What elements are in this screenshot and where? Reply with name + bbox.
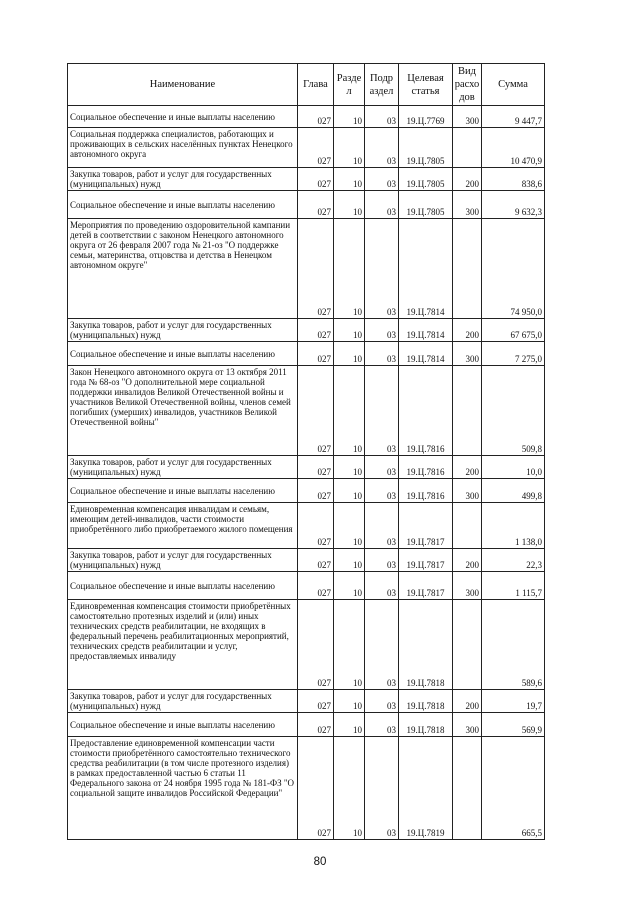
- cell-target: 19.Ц.7805: [399, 128, 453, 168]
- cell-sum: 67 675,0: [482, 319, 545, 342]
- cell-section: 10: [334, 690, 365, 713]
- table-row: [68, 456, 545, 479]
- cell-type: [453, 128, 482, 168]
- cell-chapter: 027: [298, 572, 334, 600]
- table-row: [68, 690, 545, 713]
- table-header-row: [68, 64, 545, 106]
- table-row: [68, 219, 545, 319]
- cell-chapter: 027: [298, 549, 334, 572]
- cell-chapter: 027: [298, 128, 334, 168]
- cell-type: 200: [453, 549, 482, 572]
- cell-target: 19.Ц.7769: [399, 106, 453, 128]
- cell-name: Социальное обеспечение и иные выплаты населению: [68, 713, 298, 737]
- table-row: [68, 128, 545, 168]
- cell-type: [453, 366, 482, 456]
- cell-target: 19.Ц.7816: [399, 456, 453, 479]
- cell-name: Социальное обеспечение и иные выплаты населению: [68, 342, 298, 366]
- cell-sum: 22,3: [482, 549, 545, 572]
- cell-chapter: 027: [298, 456, 334, 479]
- cell-sum: 1 138,0: [482, 503, 545, 549]
- cell-subsection: 03: [365, 342, 399, 366]
- table-row: [68, 106, 545, 128]
- cell-sum: 589,6: [482, 600, 545, 690]
- cell-name: Единовременная компенсация инвалидам и семьям, имеющим детей-инвалидов, части стоимости приобретённого либо приобретаемого жилого помещения: [68, 503, 298, 549]
- cell-chapter: 027: [298, 319, 334, 342]
- cell-name: Социальное обеспечение и иные выплаты населению: [68, 572, 298, 600]
- cell-target: 19.Ц.7817: [399, 549, 453, 572]
- cell-chapter: 027: [298, 737, 334, 840]
- cell-target: 19.Ц.7817: [399, 572, 453, 600]
- cell-target: 19.Ц.7816: [399, 479, 453, 503]
- cell-section: 10: [334, 549, 365, 572]
- table-row: [68, 600, 545, 690]
- cell-name: Закупка товаров, работ и услуг для государственных (муниципальных) нужд: [68, 549, 298, 572]
- table-row: [68, 737, 545, 840]
- column-header-name: Наименование: [68, 64, 298, 106]
- cell-subsection: 03: [365, 168, 399, 191]
- cell-chapter: 027: [298, 690, 334, 713]
- table-row: [68, 503, 545, 549]
- cell-section: 10: [334, 128, 365, 168]
- cell-section: 10: [334, 168, 365, 191]
- column-header-expense-type: Вид расхо дов: [453, 64, 482, 106]
- cell-section: 10: [334, 342, 365, 366]
- table-row: [68, 572, 545, 600]
- cell-chapter: 027: [298, 106, 334, 128]
- cell-subsection: 03: [365, 219, 399, 319]
- cell-target: 19.Ц.7814: [399, 342, 453, 366]
- cell-type: 300: [453, 479, 482, 503]
- cell-type: 300: [453, 342, 482, 366]
- cell-type: [453, 737, 482, 840]
- cell-chapter: 027: [298, 366, 334, 456]
- column-header-subsection: Подр аздел: [365, 64, 399, 106]
- cell-subsection: 03: [365, 366, 399, 456]
- cell-name: Социальное обеспечение и иные выплаты населению: [68, 479, 298, 503]
- table-row: [68, 191, 545, 219]
- cell-section: 10: [334, 106, 365, 128]
- cell-chapter: 027: [298, 479, 334, 503]
- cell-name: Закупка товаров, работ и услуг для государственных (муниципальных) нужд: [68, 456, 298, 479]
- table-row: [68, 168, 545, 191]
- cell-target: 19.Ц.7814: [399, 219, 453, 319]
- cell-name: Мероприятия по проведению оздоровительной кампании детей в соответствии с законом Ненецкого автономного округа от 26 февраля 2007 года № 21-оз "О поддержке семьи, материнства, отцовства и детства в Ненецком автономном округе": [68, 219, 298, 319]
- column-header-chapter: Глава: [298, 64, 334, 106]
- cell-type: 300: [453, 106, 482, 128]
- cell-subsection: 03: [365, 549, 399, 572]
- budget-table: [67, 63, 545, 840]
- cell-section: 10: [334, 737, 365, 840]
- table-body: [68, 106, 545, 840]
- cell-sum: 7 275,0: [482, 342, 545, 366]
- table-row: [68, 479, 545, 503]
- cell-target: 19.Ц.7814: [399, 319, 453, 342]
- column-header-sum: Сумма: [482, 64, 545, 106]
- cell-type: 200: [453, 690, 482, 713]
- cell-type: 300: [453, 191, 482, 219]
- cell-chapter: 027: [298, 600, 334, 690]
- cell-chapter: 027: [298, 503, 334, 549]
- cell-sum: 569,9: [482, 713, 545, 737]
- cell-section: 10: [334, 479, 365, 503]
- cell-target: 19.Ц.7805: [399, 191, 453, 219]
- cell-sum: 10 470,9: [482, 128, 545, 168]
- cell-target: 19.Ц.7818: [399, 600, 453, 690]
- cell-name: Социальное обеспечение и иные выплаты населению: [68, 106, 298, 128]
- column-header-target: Целевая статья: [399, 64, 453, 106]
- cell-section: 10: [334, 366, 365, 456]
- cell-subsection: 03: [365, 106, 399, 128]
- cell-sum: 9 447,7: [482, 106, 545, 128]
- cell-section: 10: [334, 456, 365, 479]
- table-row: [68, 549, 545, 572]
- cell-section: 10: [334, 503, 365, 549]
- cell-name: Закупка товаров, работ и услуг для государственных (муниципальных) нужд: [68, 319, 298, 342]
- cell-target: 19.Ц.7818: [399, 713, 453, 737]
- cell-subsection: 03: [365, 600, 399, 690]
- cell-type: 300: [453, 572, 482, 600]
- cell-type: 200: [453, 168, 482, 191]
- cell-type: 300: [453, 713, 482, 737]
- cell-section: 10: [334, 319, 365, 342]
- table-row: [68, 342, 545, 366]
- cell-chapter: 027: [298, 342, 334, 366]
- cell-type: [453, 600, 482, 690]
- cell-subsection: 03: [365, 572, 399, 600]
- cell-section: 10: [334, 713, 365, 737]
- cell-type: 200: [453, 319, 482, 342]
- cell-chapter: 027: [298, 191, 334, 219]
- cell-subsection: 03: [365, 479, 399, 503]
- cell-sum: 509,8: [482, 366, 545, 456]
- cell-name: Социальная поддержка специалистов, работающих и проживающих в сельских населённых пунктах Ненецкого автономного округа: [68, 128, 298, 168]
- cell-subsection: 03: [365, 690, 399, 713]
- cell-sum: 499,8: [482, 479, 545, 503]
- cell-name: Закупка товаров, работ и услуг для государственных (муниципальных) нужд: [68, 690, 298, 713]
- cell-subsection: 03: [365, 191, 399, 219]
- cell-type: 200: [453, 456, 482, 479]
- cell-chapter: 027: [298, 713, 334, 737]
- cell-subsection: 03: [365, 456, 399, 479]
- cell-sum: 1 115,7: [482, 572, 545, 600]
- cell-section: 10: [334, 600, 365, 690]
- budget-table-container: [67, 63, 545, 840]
- table-row: [68, 713, 545, 737]
- cell-name: Социальное обеспечение и иные выплаты населению: [68, 191, 298, 219]
- cell-target: 19.Ц.7817: [399, 503, 453, 549]
- cell-subsection: 03: [365, 128, 399, 168]
- cell-sum: 665,5: [482, 737, 545, 840]
- cell-target: 19.Ц.7819: [399, 737, 453, 840]
- cell-sum: 19,7: [482, 690, 545, 713]
- cell-subsection: 03: [365, 503, 399, 549]
- cell-type: [453, 503, 482, 549]
- cell-sum: 10,0: [482, 456, 545, 479]
- cell-section: 10: [334, 219, 365, 319]
- cell-chapter: 027: [298, 219, 334, 319]
- column-header-section: Разде л: [334, 64, 365, 106]
- cell-subsection: 03: [365, 319, 399, 342]
- cell-name: Закон Ненецкого автономного округа от 13 октября 2011 года № 68-оз "О дополнительной мере социальной поддержки инвалидов Великой Отечественной войны и участников Великой Отечественной войны, членов семей погибших (умерших) инвалидов, участников Великой Отечественной войны": [68, 366, 298, 456]
- cell-section: 10: [334, 572, 365, 600]
- cell-target: 19.Ц.7816: [399, 366, 453, 456]
- page-number: 80: [313, 856, 327, 868]
- cell-name: Предоставление единовременной компенсации части стоимости приобретённого самостоятельно технического средства реабилитации (в том числе протезного изделия) в рамках предоставленной частью 6 статьи 11 Федерального закона от 24 ноября 1995 года № 181-ФЗ "О социальной защите инвалидов Российской Федерации": [68, 737, 298, 840]
- cell-subsection: 03: [365, 713, 399, 737]
- cell-target: 19.Ц.7805: [399, 168, 453, 191]
- cell-sum: 74 950,0: [482, 219, 545, 319]
- cell-target: 19.Ц.7818: [399, 690, 453, 713]
- cell-type: [453, 219, 482, 319]
- cell-chapter: 027: [298, 168, 334, 191]
- table-row: [68, 366, 545, 456]
- cell-section: 10: [334, 191, 365, 219]
- cell-subsection: 03: [365, 737, 399, 840]
- cell-sum: 838,6: [482, 168, 545, 191]
- cell-name: Единовременная компенсация стоимости приобретённых самостоятельно протезных изделий и (или) иных технических средств реабилитации, не входящих в федеральный перечень реабилитационных мероприятий, технических средств реабилитации и услуг, предоставляемых инвалиду: [68, 600, 298, 690]
- cell-sum: 9 632,3: [482, 191, 545, 219]
- table-row: [68, 319, 545, 342]
- cell-name: Закупка товаров, работ и услуг для государственных (муниципальных) нужд: [68, 168, 298, 191]
